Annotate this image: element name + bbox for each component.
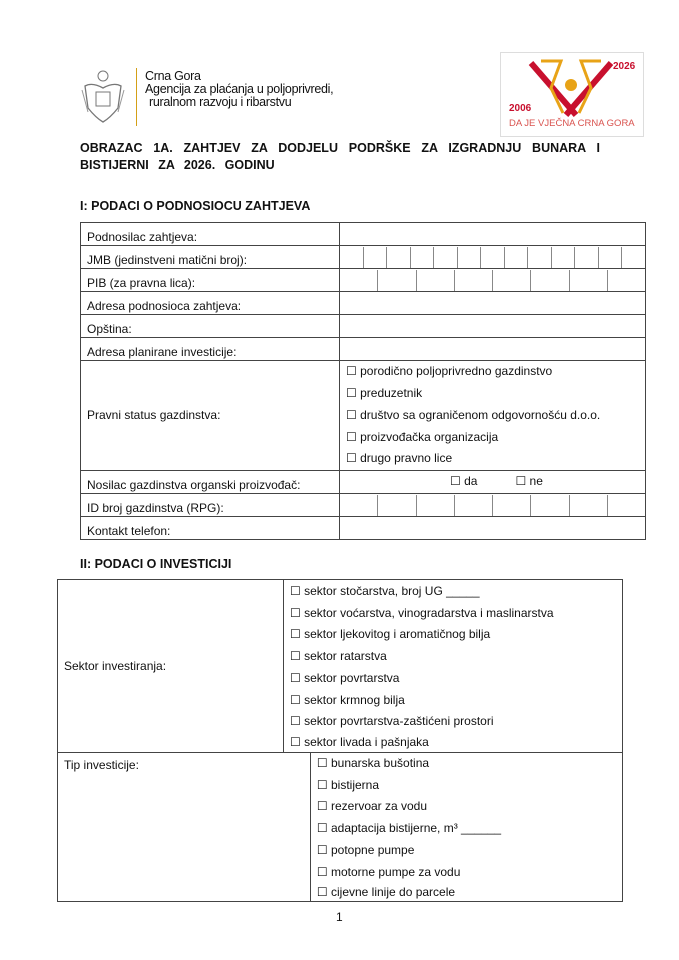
organic-no-checkbox[interactable]: ☐ ne: [515, 474, 542, 488]
section-1-heading: I: PODACI O PODNOSIOCU ZAHTJEVA: [80, 199, 311, 213]
sector-checkbox[interactable]: ☐ sektor voćarstva, vinogradarstva i maslinarstva: [290, 603, 616, 625]
independence-anniversary-logo: [500, 52, 644, 137]
investment-table: [57, 579, 623, 902]
investment-address-label: Adresa planirane investicije:: [81, 338, 340, 361]
investment-address-field[interactable]: [340, 338, 646, 361]
type-options: [310, 753, 622, 902]
page-number: 1: [336, 910, 343, 924]
pib-label: PIB (za pravna lica):: [81, 269, 340, 292]
sector-label: Sektor investiranja:: [58, 580, 284, 753]
legal-status-checkbox[interactable]: ☐ porodično poljoprivredno gazdinstvo: [346, 361, 639, 383]
jmb-field[interactable]: [340, 247, 645, 268]
phone-label: Kontakt telefon:: [81, 517, 340, 540]
sector-checkbox[interactable]: ☐ sektor livada i pašnjaka: [290, 733, 616, 751]
jmb-label: JMB (jedinstveni matični broj):: [81, 246, 340, 269]
rpg-label: ID broj gazdinstva (RPG):: [81, 494, 340, 517]
sector-checkbox[interactable]: ☐ sektor ratarstva: [290, 646, 616, 668]
address-field[interactable]: [340, 292, 646, 315]
sector-options: [284, 580, 623, 753]
sector-checkbox[interactable]: ☐ sektor povrtarstva: [290, 668, 616, 690]
legal-status-checkbox[interactable]: ☐ društvo sa ograničenom odgovornošću d.o.o.: [346, 405, 639, 427]
agency-line-2: ruralnom razvoju i ribarstvu: [149, 95, 292, 109]
legal-status-checkbox[interactable]: ☐ preduzetnik: [346, 383, 639, 405]
logo-year-start: 2006: [509, 103, 532, 114]
form-title: OBRAZAC 1A. ZAHTJEV ZA DODJELU PODRŠKE ZA IZGRADNJU BUNARA I BISTIJERNI ZA 2026. GODINU: [80, 141, 600, 172]
rpg-field[interactable]: [340, 495, 645, 516]
address-label: Adresa podnosioca zahtjeva:: [81, 292, 340, 315]
legal-status-checkbox[interactable]: ☐ drugo pravno lice: [346, 448, 639, 470]
organic-label: Nosilac gazdinstva organski proizvođač:: [81, 471, 340, 494]
montenegro-coat-of-arms-icon: [80, 68, 126, 126]
section-2-heading: II: PODACI O INVESTICIJI: [80, 557, 232, 571]
sector-checkbox[interactable]: ☐ sektor ljekovitog i aromatičnog bilja: [290, 624, 616, 646]
legal-status-checkbox[interactable]: ☐ proizvođačka organizacija: [346, 427, 639, 449]
logo-motto: DA JE VJEČNA CRNA GORA: [509, 118, 635, 129]
applicant-field[interactable]: [340, 223, 646, 246]
type-checkbox[interactable]: ☐ motorne pumpe za vodu: [317, 862, 616, 884]
country-name: Crna Gora: [145, 69, 201, 83]
agency-name: [145, 70, 333, 109]
type-label: Tip investicije:: [58, 753, 311, 902]
type-checkbox[interactable]: ☐ bistijerna: [317, 775, 616, 797]
organic-yes-checkbox[interactable]: ☐ da: [450, 474, 477, 488]
sector-checkbox[interactable]: ☐ sektor stočarstva, broj UG _____: [290, 581, 616, 603]
agency-line-1: Agencija za plaćanja u poljoprivredi,: [145, 82, 334, 96]
legal-status-options: [340, 361, 646, 471]
applicant-label: Podnosilac zahtjeva:: [81, 223, 340, 246]
municipality-label: Opština:: [81, 315, 340, 338]
municipality-field[interactable]: [340, 315, 646, 338]
sector-checkbox[interactable]: ☐ sektor krmnog bilja: [290, 690, 616, 712]
type-checkbox[interactable]: ☐ adaptacija bistijerne, m³ ______: [317, 818, 616, 840]
type-checkbox[interactable]: ☐ rezervoar za vodu: [317, 796, 616, 818]
type-checkbox[interactable]: ☐ cijevne linije do parcele: [317, 883, 616, 901]
legal-status-label: Pravni status gazdinstva:: [81, 361, 340, 471]
pib-field[interactable]: [340, 270, 645, 291]
header-divider: [136, 68, 137, 126]
phone-field[interactable]: [340, 517, 646, 540]
applicant-table: [80, 222, 646, 540]
logo-year-end: 2026: [613, 61, 636, 72]
sector-checkbox[interactable]: ☐ sektor povrtarstva-zaštićeni prostori: [290, 711, 616, 733]
type-checkbox[interactable]: ☐ potopne pumpe: [317, 840, 616, 862]
type-checkbox[interactable]: ☐ bunarska bušotina: [317, 753, 616, 775]
